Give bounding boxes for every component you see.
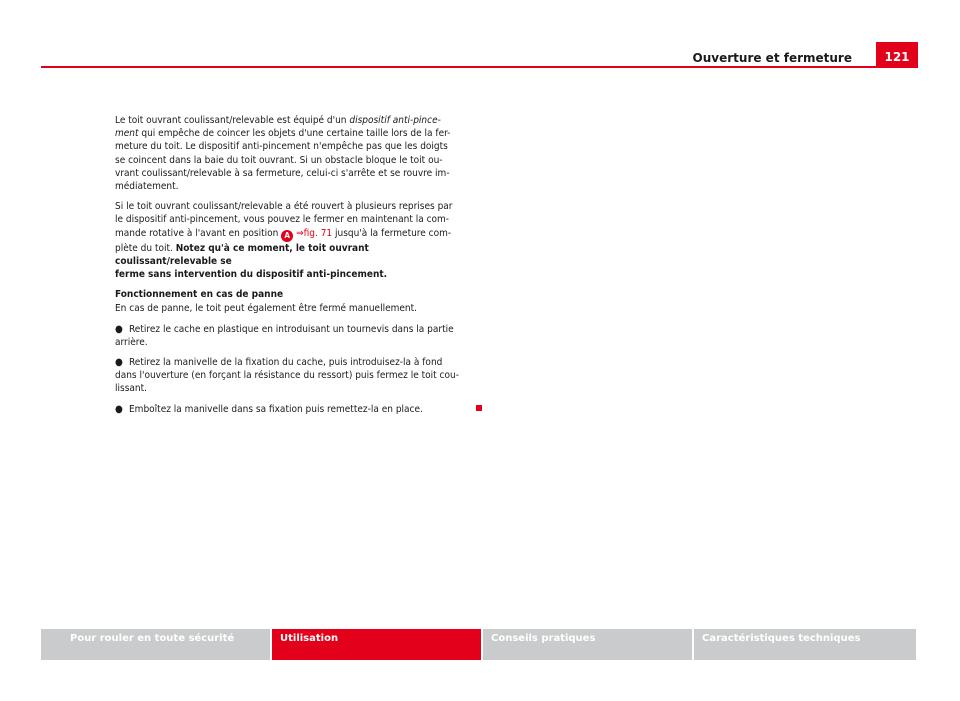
position-a-marker: A xyxy=(281,230,293,242)
header-divider xyxy=(41,66,918,68)
section-end-icon xyxy=(476,405,482,411)
tab-practical-tips[interactable]: Conseils pratiques xyxy=(483,629,692,660)
section-title: Ouverture et fermeture xyxy=(692,51,852,65)
paragraph-failure: En cas de panne, le toit peut également être fermé manuellement. xyxy=(115,303,418,315)
paragraph-manual-close: Si le toit ouvrant coulissant/relevable a été rouvert à plusieurs reprises par le dispositif anti-pincement, vous pouvez le fermer en maintenant la com- mande rotative à l'avant en position A ⇒fig. 71 jusqu'à la fermeture com- plète du toit. Notez qu'à ce moment, le toit ouvrant coulissant/relevable se ferme sans intervention du dispositif anti-pincement. xyxy=(115,201,453,281)
footer-tabs xyxy=(41,629,918,660)
tab-utilisation[interactable]: Utilisation xyxy=(272,629,481,660)
figure-reference-link[interactable]: ⇒fig. 71 xyxy=(296,227,333,239)
page-number: 121 xyxy=(876,42,918,67)
tab-technical-specs[interactable]: Caractéristiques techniques xyxy=(694,629,916,660)
list-item: ● Retirez le cache en plastique en introduisant un tournevis dans la partie arrière. xyxy=(115,323,454,348)
paragraph-anti-pinch: Le toit ouvrant coulissant/relevable est équipé d'un dispositif anti-pince- ment qui empêche de coincer les objets d'une certaine taille lors de la fer- meture du toit. Le dispositif anti-pincement n'empêche pas que les doigts se coincent dans la baie du toit ouvrant. Si un obstacle bloque le toit ou- vrant coulissant/relevable à sa fermeture, celui-ci s'arrête et se rouvre im- médiatement. xyxy=(115,115,451,193)
bullet-icon: ● xyxy=(115,357,123,369)
body-text xyxy=(115,114,465,423)
bullet-icon: ● xyxy=(115,403,123,415)
bullet-icon: ● xyxy=(115,323,123,335)
tab-safety[interactable]: Pour rouler en toute sécurité xyxy=(41,629,270,660)
subheading: Fonctionnement en cas de panne xyxy=(115,289,284,301)
list-item: ● Retirez la manivelle de la fixation du cache, puis introduisez-la à fond dans l'ouverture (en forçant la résistance du ressort) puis fermez le toit cou- lissant. xyxy=(115,357,459,395)
list-item: ● Emboîtez la manivelle dans sa fixation puis remettez-la en place. xyxy=(115,403,465,416)
